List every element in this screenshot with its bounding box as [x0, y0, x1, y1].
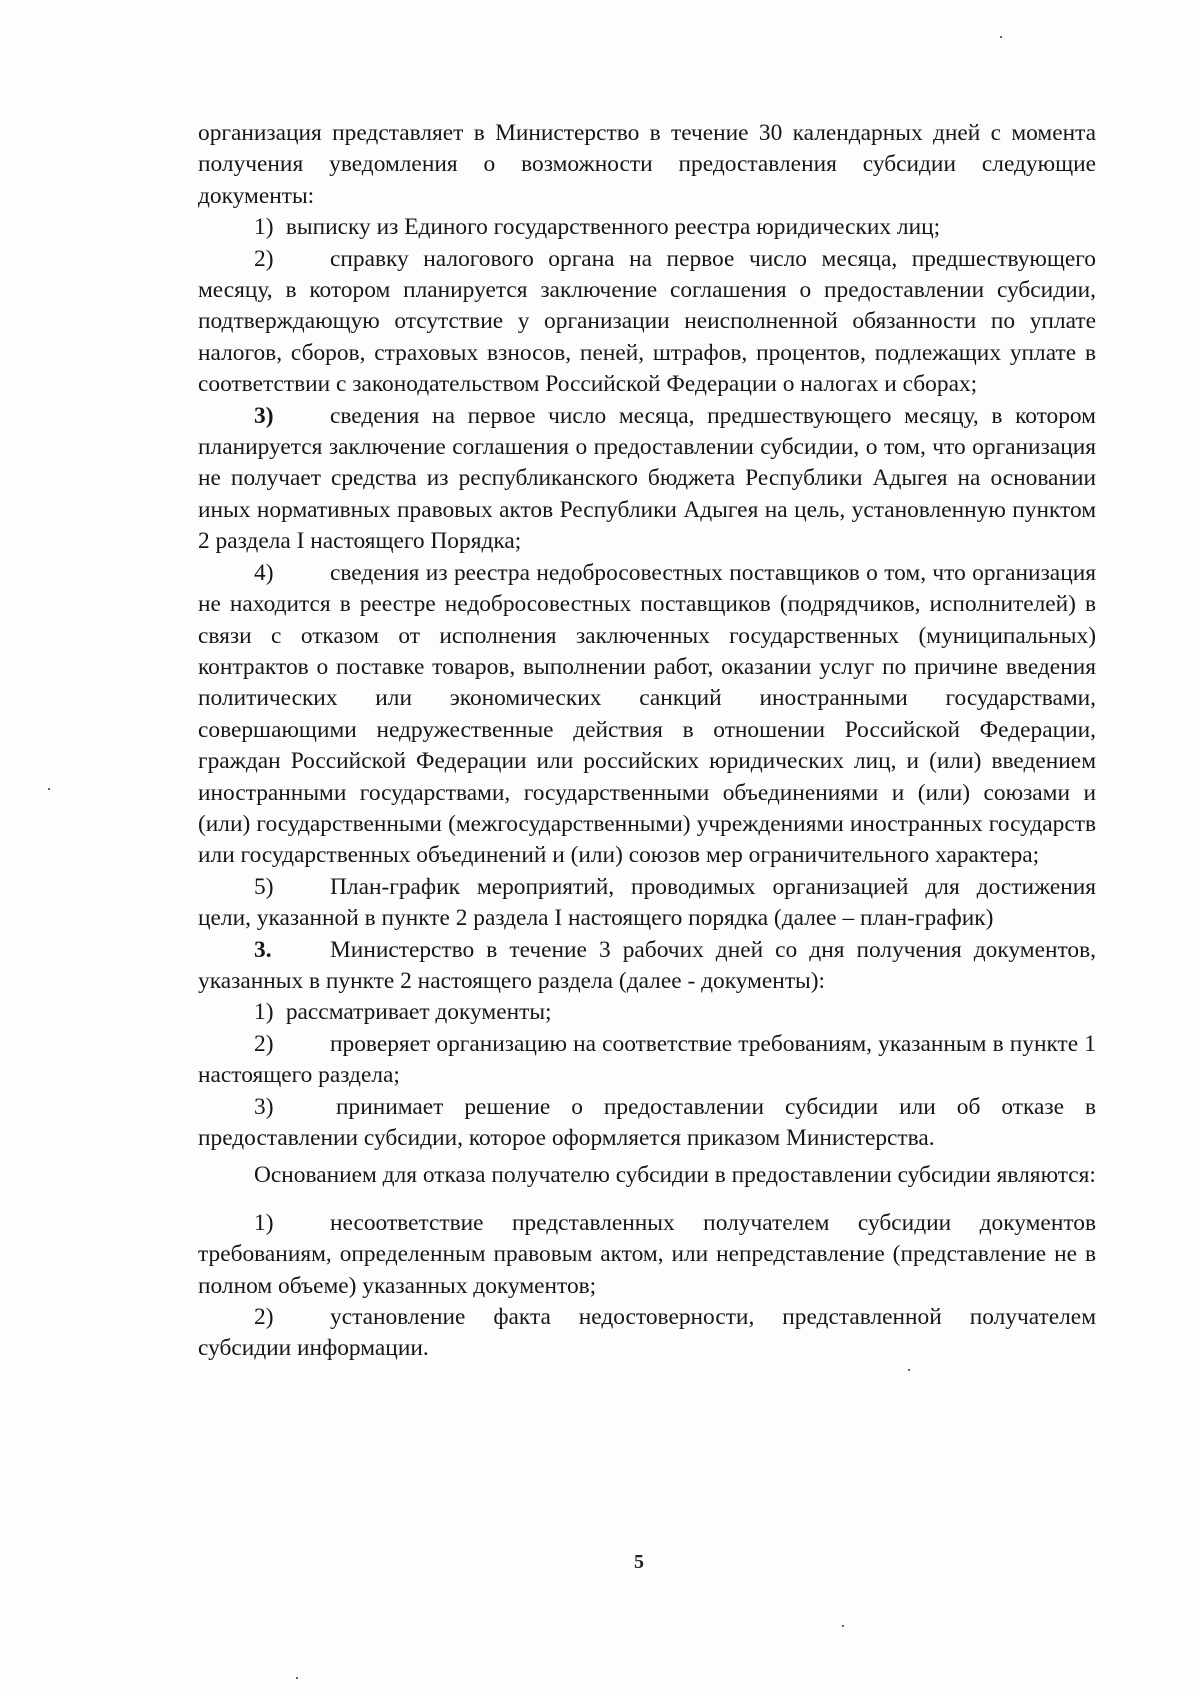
action-item-3-number: 3): [254, 1093, 274, 1120]
action-item-2-number: 2): [254, 1030, 274, 1057]
doc-item-5-number: 5): [254, 873, 274, 900]
scan-speck: [1000, 36, 1002, 38]
reason-item-1: [198, 1208, 1096, 1302]
action-item-3: [198, 1092, 1096, 1155]
document-body: [198, 118, 1096, 1365]
reason-item-2-number: 2): [254, 1304, 274, 1331]
doc-item-5: [198, 872, 1096, 935]
section-3-text: Министерство в течение 3 рабочих дней со дня получения документов, указанных в пункте 2 настоящего раздела (далее - документы):: [198, 936, 1096, 994]
section-3-number: 3.: [254, 936, 272, 963]
intro-paragraph: организация представляет в Министерство в течение 30 календарных дней с момента получения уведомления о возможности предоставления субсидии следующие документы:: [198, 120, 1096, 209]
action-item-1-text: рассматривает документы;: [280, 999, 552, 1026]
reason-item-2: [198, 1302, 1096, 1365]
doc-item-4-text: сведения из реестра недобросовестных поставщиков о том, что организация не находится в реестре недобросовестных поставщиков (подрядчиков, исполнителей) в связи с отказом от исполнения заключенных государственных (муниципальных) контрактов о поставке товаров, выполнении работ, оказании услуг по причине введения политических или экономических санкций иностранными государствами, совершающими недружественные действия в отношении Российской Федерации, граждан Российской Федерации или российских юридических лиц, и (или) введением иностранными государствами, государственными объединениями и (или) союзами и (или) государственными (межгосударственными) учреждениями иностранных государств или государственных объединений и (или) союзов мер ограничительного характера;: [198, 559, 1096, 869]
action-item-1: [198, 997, 1096, 1028]
scan-speck: [296, 1677, 298, 1679]
doc-item-3-text: сведения на первое число месяца, предшествующего месяцу, в котором планируется заключение соглашения о предоставлении субсидии, о том, что организация не получает средства из республиканского бюджета Республики Адыгея на основании иных нормативных правовых актов Республики Адыгея на цель, установленную пунктом 2 раздела I настоящего Порядка;: [198, 402, 1096, 555]
section-3-paragraph: [198, 935, 1096, 998]
reason-item-2-text: установление факта недостоверности, представленной получателем субсидии информации.: [198, 1304, 1096, 1362]
doc-item-4: [198, 558, 1096, 872]
doc-item-3: [198, 401, 1096, 558]
reason-item-1-text: несоответствие представленных получателем субсидии документов требованиям, определенным правовым актом, или непредставление (представление не в полном объеме) указанных документов;: [198, 1209, 1096, 1299]
action-item-2: [198, 1029, 1096, 1092]
action-item-2-text: проверяет организацию на соответствие требованиям, указанным в пункте 1 настоящего раздела;: [198, 1030, 1096, 1089]
doc-item-4-number: 4): [254, 559, 274, 586]
doc-item-2-number: 2): [254, 245, 274, 272]
doc-item-3-number: 3): [254, 402, 274, 429]
reason-item-1-number: 1): [254, 1209, 274, 1236]
scan-speck: [842, 1625, 844, 1627]
scan-speck: [908, 1369, 910, 1371]
page-number: 5: [634, 1551, 644, 1573]
doc-item-1-number: 1): [254, 214, 274, 241]
doc-item-2: [198, 244, 1096, 401]
doc-item-1-text: выписку из Единого государственного реестра юридических лиц;: [280, 214, 941, 241]
scan-speck: [48, 788, 50, 790]
refusal-intro-paragraph: Основанием для отказа получателю субсидии в предоставлении субсидии являются:: [254, 1162, 1096, 1189]
action-item-3-text: принимает решение о предоставлении субсидии или об отказе в предоставлении субсидии, которое оформляется приказом Министерства.: [198, 1093, 1096, 1151]
doc-item-5-text: План-график мероприятий, проводимых организацией для достижения цели, указанной в пункте 2 раздела I настоящего порядка (далее – план-график): [198, 873, 1096, 932]
doc-item-2-text: справку налогового органа на первое число месяца, предшествующего месяцу, в котором планируется заключение соглашения о предоставлении субсидии, подтверждающую отсутствие у организации неисполненной обязанности по уплате налогов, сборов, страховых взносов, пеней, штрафов, процентов, подлежащих уплате в соответствии с законодательством Российской Федерации о налогах и сборах;: [198, 245, 1096, 398]
doc-item-1: [198, 212, 1096, 243]
action-item-1-number: 1): [254, 999, 274, 1026]
